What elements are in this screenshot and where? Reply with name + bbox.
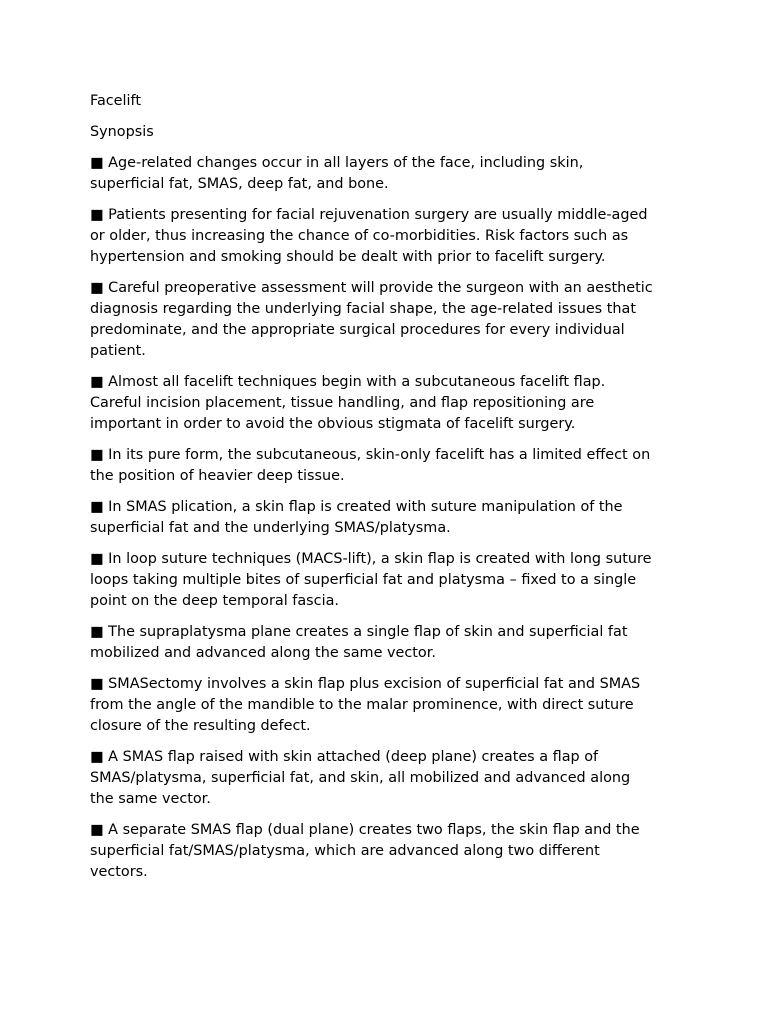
bullet-paragraph (90, 372, 682, 435)
bullet-line: ■ The supraplatysma plane creates a single flap of skin and superficial fat (90, 624, 628, 640)
bullet-paragraph (90, 497, 682, 539)
bullet-paragraph (90, 820, 682, 883)
bullet-line: vectors. (90, 864, 148, 880)
bullet-paragraph (90, 622, 682, 664)
bullet-line: superficial fat, SMAS, deep fat, and bone. (90, 176, 389, 192)
bullet-line: superficial fat and the underlying SMAS/platysma. (90, 520, 451, 536)
bullet-line: SMAS/platysma, superficial fat, and skin, all mobilized and advanced along (90, 770, 631, 786)
bullet-line: ■ Careful preoperative assessment will provide the surgeon with an aesthetic (90, 280, 653, 296)
bullet-paragraph (90, 278, 682, 362)
bullet-line: superficial fat/SMAS/platysma, which are advanced along two different (90, 843, 600, 859)
bullet-paragraph (90, 205, 682, 268)
bullet-line: ■ A separate SMAS flap (dual plane) creates two flaps, the skin flap and the (90, 822, 640, 838)
bullet-line: ■ Age-related changes occur in all layers of the face, including skin, (90, 155, 584, 171)
bullet-line: the position of heavier deep tissue. (90, 468, 345, 484)
bullet-line: predominate, and the appropriate surgical procedures for every individual (90, 322, 625, 338)
bullet-paragraph (90, 445, 682, 487)
bullet-line: or older, thus increasing the chance of co-morbidities. Risk factors such as (90, 228, 629, 244)
bullet-list (90, 153, 682, 883)
bullet-line: closure of the resulting defect. (90, 718, 311, 734)
bullet-paragraph (90, 747, 682, 810)
bullet-line: from the angle of the mandible to the malar prominence, with direct suture (90, 697, 634, 713)
bullet-line: diagnosis regarding the underlying facial shape, the age-related issues that (90, 301, 636, 317)
bullet-line: patient. (90, 343, 146, 359)
bullet-line: ■ Patients presenting for facial rejuvenation surgery are usually middle-aged (90, 207, 648, 223)
bullet-line: loops taking multiple bites of superficial fat and platysma – fixed to a single (90, 572, 637, 588)
section-heading: Synopsis (90, 124, 154, 140)
bullet-line: ■ Almost all facelift techniques begin with a subcutaneous facelift flap. (90, 374, 606, 390)
bullet-line: hypertension and smoking should be dealt with prior to facelift surgery. (90, 249, 606, 265)
bullet-line: ■ In loop suture techniques (MACS-lift), a skin flap is created with long suture (90, 551, 652, 567)
bullet-line: ■ SMASectomy involves a skin flap plus excision of superficial fat and SMAS (90, 676, 641, 692)
bullet-paragraph (90, 674, 682, 737)
bullet-line: the same vector. (90, 791, 211, 807)
bullet-line: Careful incision placement, tissue handling, and flap repositioning are (90, 395, 595, 411)
bullet-paragraph (90, 153, 682, 195)
bullet-line: ■ A SMAS flap raised with skin attached (deep plane) creates a flap of (90, 749, 599, 765)
bullet-line: ■ In SMAS plication, a skin flap is created with suture manipulation of the (90, 499, 623, 515)
bullet-line: ■ In its pure form, the subcutaneous, skin-only facelift has a limited effect on (90, 447, 651, 463)
bullet-line: point on the deep temporal fascia. (90, 593, 339, 609)
document-title: Facelift (90, 93, 141, 109)
bullet-paragraph (90, 549, 682, 612)
bullet-line: mobilized and advanced along the same vector. (90, 645, 436, 661)
bullet-line: important in order to avoid the obvious stigmata of facelift surgery. (90, 416, 576, 432)
document-page (90, 91, 682, 893)
